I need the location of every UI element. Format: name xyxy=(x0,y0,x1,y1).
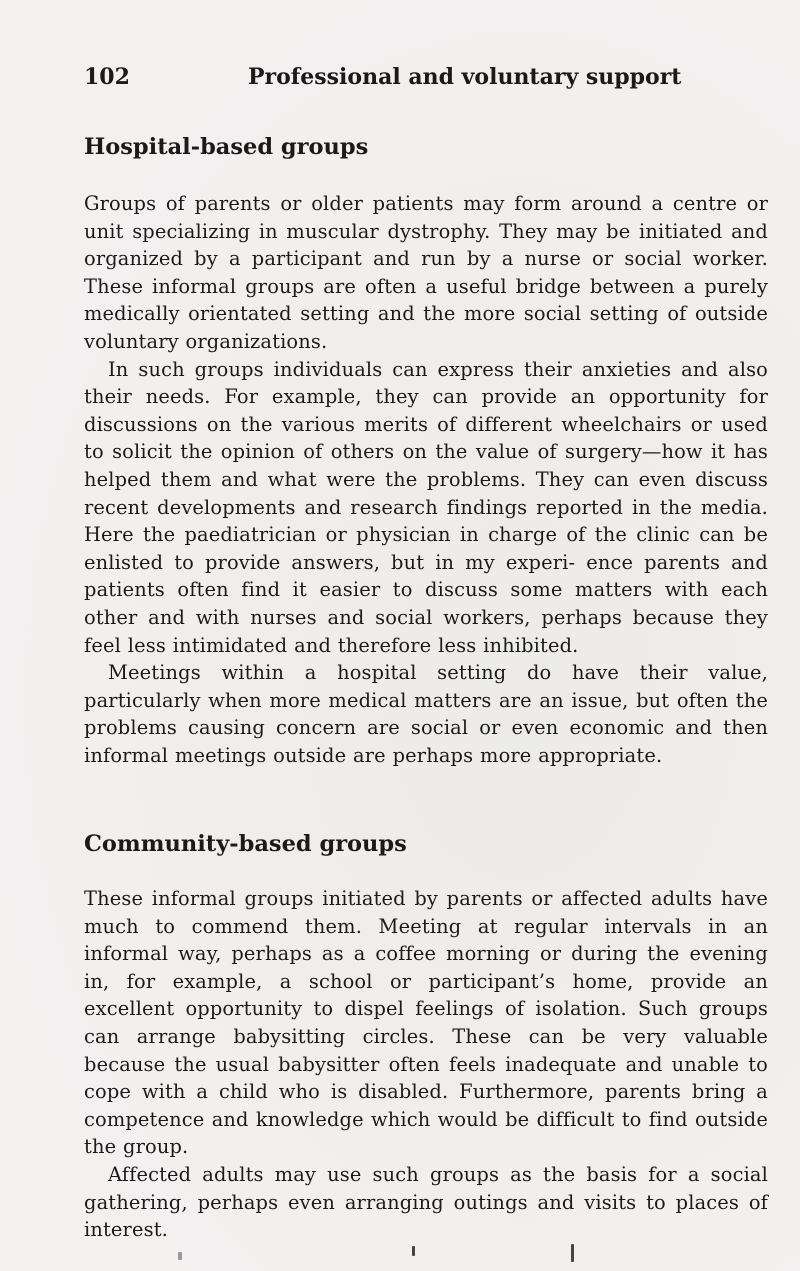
paragraph: These informal groups initiated by parents or affected adults have much to commend them. Meeting at regular intervals in an informal way, perhaps as a coffee morning or during the evening in, for example, a school or participant’s home, provide an excellent opportunity to dispel feelings of isolation. Such groups can arrange babysitting circles. These can be very valuable because the usual babysitter often feels inadequate and unable to cope with a child who is disabled. Furthermore, parents bring a competence and knowledge which would be difficult to find outside the group. xyxy=(84,887,768,1159)
running-title: Professional and voluntary support xyxy=(248,64,682,90)
scan-speck xyxy=(571,1244,574,1262)
running-head xyxy=(84,64,724,104)
paragraph: Meetings within a hospital setting do have their value, particularly when more medical matters are an issue, but often the problems causing concern are social or even economic and then informal meetings outside are perhaps more appropriate. xyxy=(84,661,768,767)
section-hospital-body xyxy=(84,190,768,769)
paragraph: Groups of parents or older patients may form around a centre or unit specializing in muscular dystrophy. They may be initiated and organized by a participant and run by a nurse or social worker. These informal groups are often a useful bridge between a purely medically orientated setting and the more social setting of outside voluntary organizations. xyxy=(84,192,768,353)
scan-speck xyxy=(412,1246,415,1256)
page-number: 102 xyxy=(84,64,130,90)
paragraph: Affected adults may use such groups as the basis for a social gathering, perhaps even arranging outings and visits to places of interest. xyxy=(84,1162,768,1242)
section-heading-community: Community-based groups xyxy=(84,831,407,857)
section-community-body xyxy=(84,885,768,1244)
scan-speck xyxy=(178,1252,182,1260)
paragraph: In such groups individuals can express their anxieties and also their needs. For example, they can provide an opportunity for discussions on the various merits of different wheelchairs or used to solicit the opinion of others on the value of surgery—how it has helped them and what were the problems. They can even discuss recent developments and research findings reported in the media. Here the paediatrician or physician in charge of the clinic can be enlisted to provide answers, but in my experi- ence parents and patients often find it easier to discuss some matters with each other and with nurses and social workers, perhaps because they feel less intimidated and therefore less inhibited. xyxy=(84,357,768,657)
section-heading-hospital: Hospital-based groups xyxy=(84,134,369,160)
